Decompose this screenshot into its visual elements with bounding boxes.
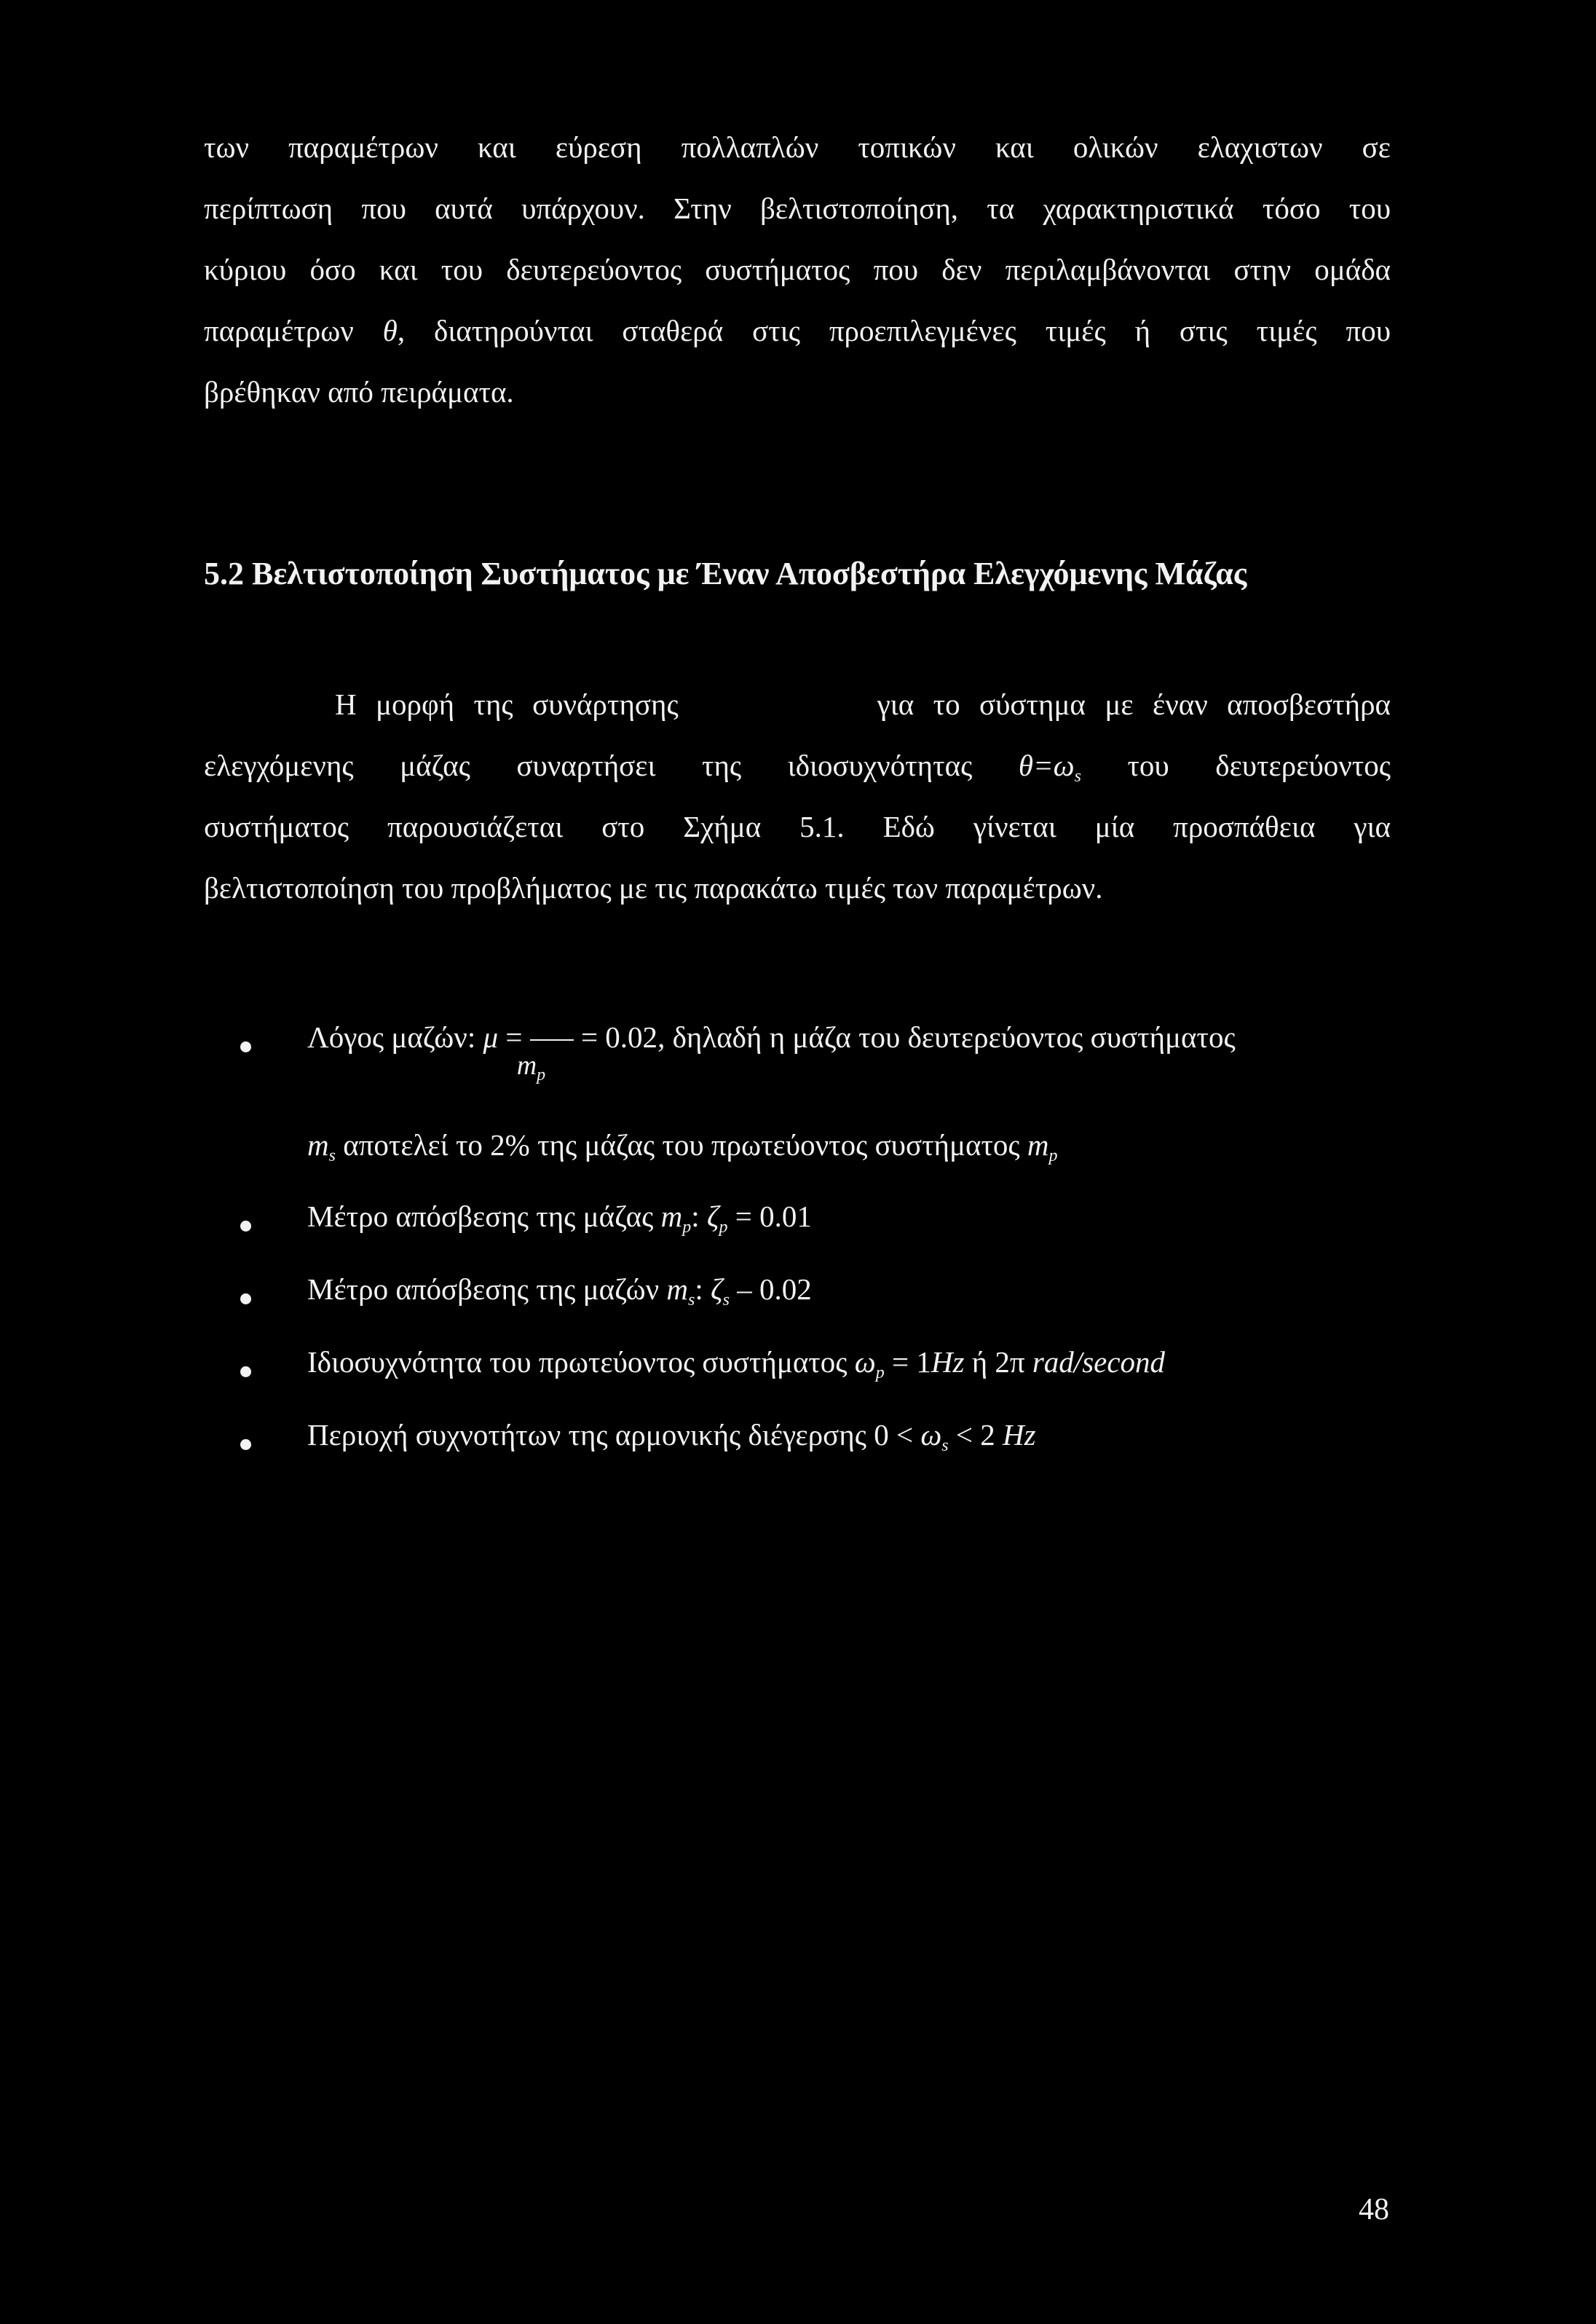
bullet-icon bbox=[240, 1041, 251, 1052]
list-item-text: αποτελεί το 2% της μάζας του πρωτεύοντος συστήματος bbox=[343, 1128, 1020, 1162]
mp-symbol: $m_p$ bbox=[1027, 1128, 1058, 1165]
fraction: $m_p$ bbox=[530, 1039, 574, 1042]
bullet-icon bbox=[240, 1439, 251, 1450]
mass-ratio-value: = 0.02 bbox=[580, 1020, 658, 1054]
paragraph-line: περίπτωση που αυτά υπάρχουν. Στην βελτιστοποίηση, τα χαρακτηριστικά τόσο του bbox=[204, 192, 1391, 225]
list-item-text: Μέτρο απόσβεσης της μάζας $m_p$: $\zeta_p = 0.01$ bbox=[307, 1200, 812, 1237]
equals-sign: = bbox=[505, 1020, 523, 1054]
paragraph-line: συστήματος παρουσιάζεται στο Σχήμα 5.1. Εδώ γίνεται μία προσπάθεια για bbox=[204, 810, 1391, 843]
paragraph-line bbox=[204, 300, 1391, 361]
list-item-text: Ιδιοσυχνότητα του πρωτεύοντος συστήματος $\omega_p = 1Hz$ ή 2π rad/second bbox=[307, 1345, 1166, 1382]
paragraph-line bbox=[204, 735, 1391, 796]
paragraph-section bbox=[204, 674, 1391, 918]
paragraph-text: για το σύστημα με έναν αποσβεστήρα bbox=[877, 688, 1391, 721]
bullet-icon bbox=[240, 1293, 251, 1304]
list-item-continuation bbox=[307, 1127, 1058, 1165]
mu-symbol: μ bbox=[483, 1020, 499, 1054]
list-item-text bbox=[307, 1020, 1236, 1084]
list-item-text-rest: , δηλαδή η μάζα του δευτερεύοντος συστήματος bbox=[657, 1020, 1236, 1054]
theta-symbol: θ bbox=[382, 314, 398, 347]
paragraph-intro bbox=[204, 117, 1391, 422]
page-number: 48 bbox=[1359, 2193, 1389, 2226]
paragraph-line bbox=[204, 674, 1391, 735]
paragraph-text: του δευτερεύοντος bbox=[1127, 749, 1391, 782]
bullet-icon bbox=[240, 1366, 251, 1377]
mass-ratio-label: Λόγος μαζών: bbox=[307, 1020, 476, 1054]
paragraph-text: , διατηρούνται σταθερά στις προεπιλεγμένες τιμές ή στις τιμές που bbox=[397, 314, 1391, 347]
list-item-text: Περιοχή συχνοτήτων της αρμονικής διέγερσης $0 < \omega_s < 2$ Hz bbox=[307, 1418, 1036, 1455]
paragraph-line: βρέθηκαν από πειράματα. bbox=[204, 375, 514, 409]
list-item-text: Μέτρο απόσβεσης της μαζών $m_s$: $\zeta_s - 0.02$ bbox=[307, 1272, 812, 1309]
paragraph-text: παραμέτρων bbox=[204, 314, 354, 347]
paragraph-line: κύριου όσο και του δευτερεύοντος συστήματος που δεν περιλαμβάνονται στην ομάδα bbox=[204, 253, 1391, 286]
theta-omega-formula: $\theta=\omega_s$ bbox=[1018, 749, 1081, 786]
bullet-icon bbox=[240, 1221, 251, 1232]
paragraph-line: των παραμέτρων και εύρεση πολλαπλών τοπικών και ολικών ελαχιστων σε bbox=[204, 130, 1391, 164]
paragraph-text: ελεγχόμενης μάζας συναρτήσει της ιδιοσυχνότητας bbox=[204, 749, 973, 782]
section-heading: 5.2 Βελτιστοποίηση Συστήματος με Έναν Αποσβεστήρα Ελεγχόμενης Μάζας bbox=[204, 556, 1247, 591]
ms-symbol: $m_s$ bbox=[307, 1128, 336, 1165]
paragraph-line: βελτιστοποίηση του προβλήματος με τις παρακάτω τιμές των παραμέτρων. bbox=[204, 871, 1103, 905]
paragraph-text: Η μορφή της συνάρτησης bbox=[335, 688, 679, 721]
